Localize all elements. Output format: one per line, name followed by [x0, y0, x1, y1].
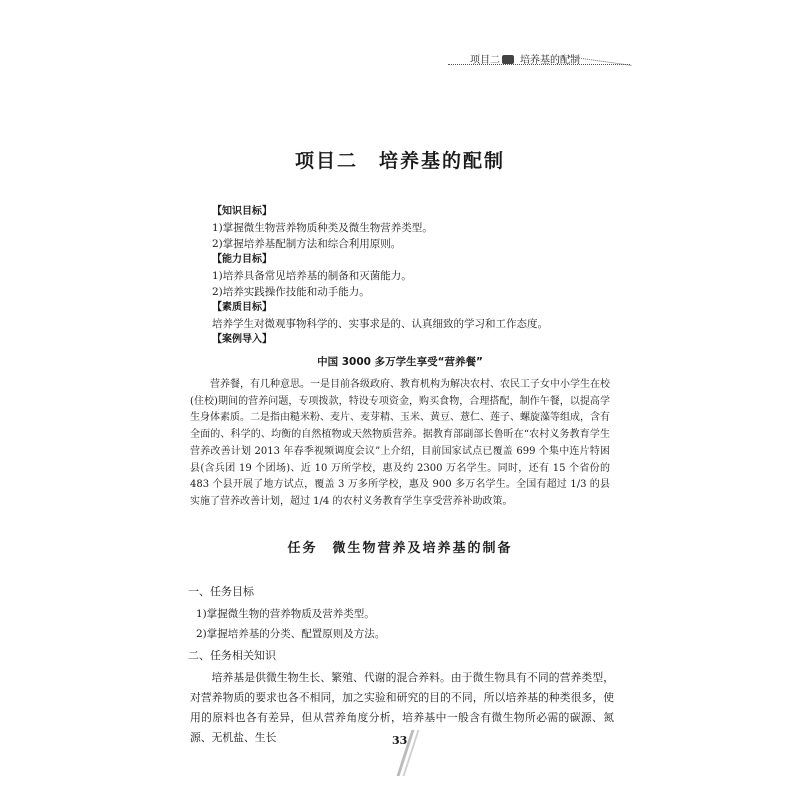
header-dotted-rule: [448, 64, 630, 65]
header-project: 项目二: [470, 55, 500, 66]
ability-objectives-tag: 【能力目标】: [212, 254, 272, 265]
quality-objectives-tag: 【素质目标】: [212, 302, 272, 313]
knowledge-item: 2)掌握培养基配制方法和综合利用原则。: [212, 238, 402, 250]
case-paragraph: 营养餐，有几种意思。一是目前各级政府、教育机构为解决农村、农民工子女中小学生在校(住校)期间的营养问题，专项拨款，特设专项资金，购买食物，合理搭配，制作午餐，以提高学生身体素质。二是指由糙米粉、麦片、麦芽精、玉米、黄豆、薏仁、莲子、螺旋藻等组成，含有全面的、科学的、均衡的自然植物或天然物质营养。据教育部副部长鲁昕在“农村义务教育学生营养改善计划 2013 年春季视频调度会议”上介绍，目前国家试点已覆盖 699 个集中连片特困县(含兵团 19 个团场)、近 10 万所学校，惠及约 2300 万名学生。同时，还有 15 个省份的 483 个县开展了地方试点，覆盖 3 万多所学校，惠及 900 多万名学生。全国有超过 1/3 的县实施了营养改善计划，超过 1/4 的农村义务教育学生享受营养补助政策。: [190, 379, 610, 507]
knowledge-objectives-tag: 【知识目标】: [212, 206, 272, 217]
objectives-block: [212, 204, 592, 348]
running-header: [0, 0, 800, 70]
ability-item: 1)培养具备常见培养基的制备和灭菌能力。: [212, 270, 412, 282]
task-objectives-list: [196, 604, 385, 644]
related-knowledge-paragraph: 培养基是供微生物生长、繁殖、代谢的混合养料。由于微生物具有不同的营养类型，对营养物质的要求也各不相同，加之实验和研究的目的不同，所以培养基的种类很多，使用的原料也各有差异，但从营养角度分析，培养基中一般含有微生物所必需的碳源、氮源、无机盐、生长: [190, 671, 614, 744]
section-related-knowledge-heading: 二、任务相关知识: [188, 649, 276, 662]
list-item: 2)掌握培养基的分类、配置原则及方法。: [196, 628, 386, 640]
page-number: 33: [392, 734, 408, 747]
knowledge-item: 1)掌握微生物营养物质种类及微生物营养类型。: [212, 222, 433, 234]
task-title: 任务 微生物营养及培养基的制备: [287, 541, 513, 556]
header-title: 培养基的配制: [520, 55, 580, 66]
list-item: 1)掌握微生物的营养物质及营养类型。: [196, 608, 375, 620]
section-task-objectives-heading: 一、任务目标: [188, 585, 254, 598]
quality-item: 培养学生对微观事物科学的、实事求是的、认真细致的学习和工作态度。: [212, 318, 548, 330]
case-title: 中国 3000 多万学生享受“营养餐”: [317, 356, 483, 368]
ability-item: 2)培养实践操作技能和动手能力。: [212, 286, 370, 298]
chapter-title: 项目二 培养基的配制: [294, 150, 505, 172]
case-body: [190, 377, 610, 511]
header-separator-icon: [502, 55, 514, 64]
case-intro-tag: 【案例导入】: [212, 334, 272, 345]
